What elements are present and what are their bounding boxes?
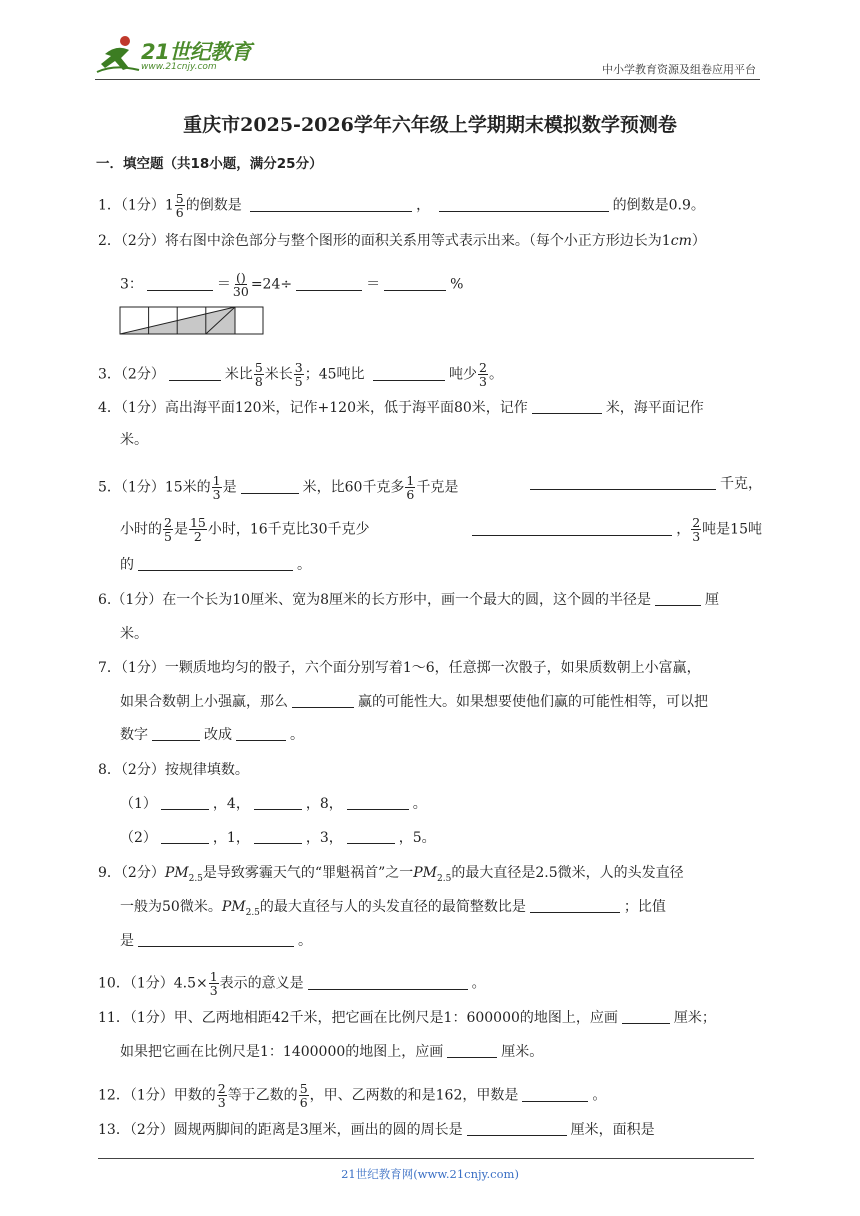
question-6: 6.（1分）在一个长为10厘米、宽为8厘米的长方形中，画一个最大的圆，这个圆的半径是 厘 xyxy=(98,592,719,608)
answer-blank[interactable] xyxy=(467,1121,567,1136)
answer-blank[interactable] xyxy=(308,975,468,990)
logo-url: www.21cnjy.com xyxy=(141,62,217,72)
page-header xyxy=(95,30,760,80)
question-12: 12．（1分）甲数的 $\frac{2}{3}$ 等于乙数的 $\frac{5}{6}$ ，甲、乙两数的和是162，甲数是 。 xyxy=(98,1081,607,1110)
question-1: 1．（1分）1 $\frac{5}{6}$ 的倒数是 ， 的倒数是0.9。 xyxy=(98,191,705,220)
answer-blank[interactable] xyxy=(622,1009,670,1024)
answer-blank[interactable] xyxy=(296,276,362,291)
question-4-cont: 米。 xyxy=(120,432,148,448)
answer-blank[interactable] xyxy=(384,276,446,291)
answer-blank[interactable] xyxy=(254,795,302,810)
answer-blank[interactable] xyxy=(161,795,209,810)
question-8-row1: （1） ，4， ，8， 。 xyxy=(120,796,427,812)
answer-blank[interactable] xyxy=(655,591,701,606)
answer-blank[interactable] xyxy=(147,276,213,291)
page-footer: 21世纪教育网(www.21cnjy.com) xyxy=(341,1167,519,1181)
question-7: 7．（1分）一颗质地均匀的骰子，六个面分别写着1～6，任意掷一次骰子，如果质数朝上小富赢， xyxy=(98,660,701,676)
shaded-grid-figure xyxy=(119,306,265,336)
logo-text: 21世纪教育 xyxy=(141,40,252,64)
answer-blank[interactable] xyxy=(532,399,602,414)
question-8: 8．（2分）按规律填数。 xyxy=(98,762,249,778)
question-6-cont: 米。 xyxy=(120,626,148,642)
page-title: 重庆市2025-2026学年六年级上学期期末模拟数学预测卷 xyxy=(183,114,677,136)
answer-blank[interactable] xyxy=(241,479,299,494)
question-13: 13．（2分）圆规两脚间的距离是3厘米，画出的圆的周长是 厘米，面积是 xyxy=(98,1122,655,1138)
answer-blank[interactable] xyxy=(169,366,221,381)
question-10: 10．（1分）4.5× $\frac{1}{3}$ 表示的意义是 。 xyxy=(98,969,486,998)
runner-logo-icon xyxy=(95,34,141,76)
answer-blank[interactable] xyxy=(138,932,294,947)
question-11: 11．（1分）甲、乙两地相距42千米，把它画在比例尺是1：600000的地图上，应画 厘米； xyxy=(98,1010,716,1026)
question-2-equation: 3： ＝ $\frac{()}{30}$ =24÷ ＝ % xyxy=(120,270,464,299)
footer-divider xyxy=(98,1158,754,1159)
answer-blank[interactable] xyxy=(373,366,445,381)
answer-blank[interactable] xyxy=(152,726,200,741)
section-heading: 一．填空题（共18小题，满分25分） xyxy=(96,156,323,172)
question-9: 9．（2分）$PM_{2.5}$是导致雾霾天气的“罪魁祸首”之一$PM_{2.5}$的最大直径是2.5微米，人的头发直径 xyxy=(98,865,684,884)
answer-blank[interactable] xyxy=(530,898,620,913)
question-9-line3: 是 。 xyxy=(120,933,312,949)
answer-blank[interactable] xyxy=(447,1043,497,1058)
question-9-line2: 一般为50微米。$PM_{2.5}$的最大直径与人的头发直径的最简整数比是 ；比值 xyxy=(120,899,666,918)
answer-blank[interactable] xyxy=(522,1087,588,1102)
answer-blank[interactable] xyxy=(236,726,286,741)
answer-blank[interactable] xyxy=(161,829,209,844)
question-11-line2: 如果把它画在比例尺是1：1400000的地图上，应画 厘米。 xyxy=(120,1044,544,1060)
answer-blank[interactable] xyxy=(250,197,412,212)
answer-blank[interactable] xyxy=(472,521,672,536)
answer-blank[interactable] xyxy=(347,829,395,844)
question-3: 3．（2分） 米比 $\frac{5}{8}$ 米长 $\frac{3}{5}$ ；45吨比 吨少 $\frac{2}{3}$ 。 xyxy=(98,360,503,389)
question-8-row2: （2） ，1， ，3， ，5。 xyxy=(120,830,436,846)
answer-blank[interactable] xyxy=(439,197,609,212)
logo xyxy=(95,34,265,76)
answer-blank[interactable] xyxy=(292,693,354,708)
question-7-line3: 数字 改成 。 xyxy=(120,727,304,743)
answer-blank[interactable] xyxy=(347,795,409,810)
header-platform: 中小学教育资源及组卷应用平台 xyxy=(602,63,756,76)
question-5-line2: 小时的 $\frac{2}{5}$ 是 $\frac{15}{2}$ 小时，16千克比30千克少 ， $\frac{2}{3}$ 吨是15吨 xyxy=(120,515,762,544)
answer-blank[interactable] xyxy=(254,829,302,844)
answer-blank[interactable] xyxy=(530,475,716,490)
question-2: 2．（2分）将右图中涂色部分与整个图形的面积关系用等式表示出来。（每个小正方形边长为1cm） xyxy=(98,233,706,249)
question-4: 4．（1分）高出海平面120米，记作+120米，低于海平面80米，记作 米，海平面记作 xyxy=(98,400,704,416)
question-5-line3: 的 。 xyxy=(120,557,311,573)
answer-blank[interactable] xyxy=(138,556,293,571)
question-5: 5．（1分）15米的 $\frac{1}{3}$ 是 米，比60千克多 $\frac{1}{6}$ 千克是 千克， xyxy=(98,473,762,502)
question-7-line2: 如果合数朝上小强赢，那么 赢的可能性大。如果想要使他们赢的可能性相等，可以把 xyxy=(120,694,708,710)
